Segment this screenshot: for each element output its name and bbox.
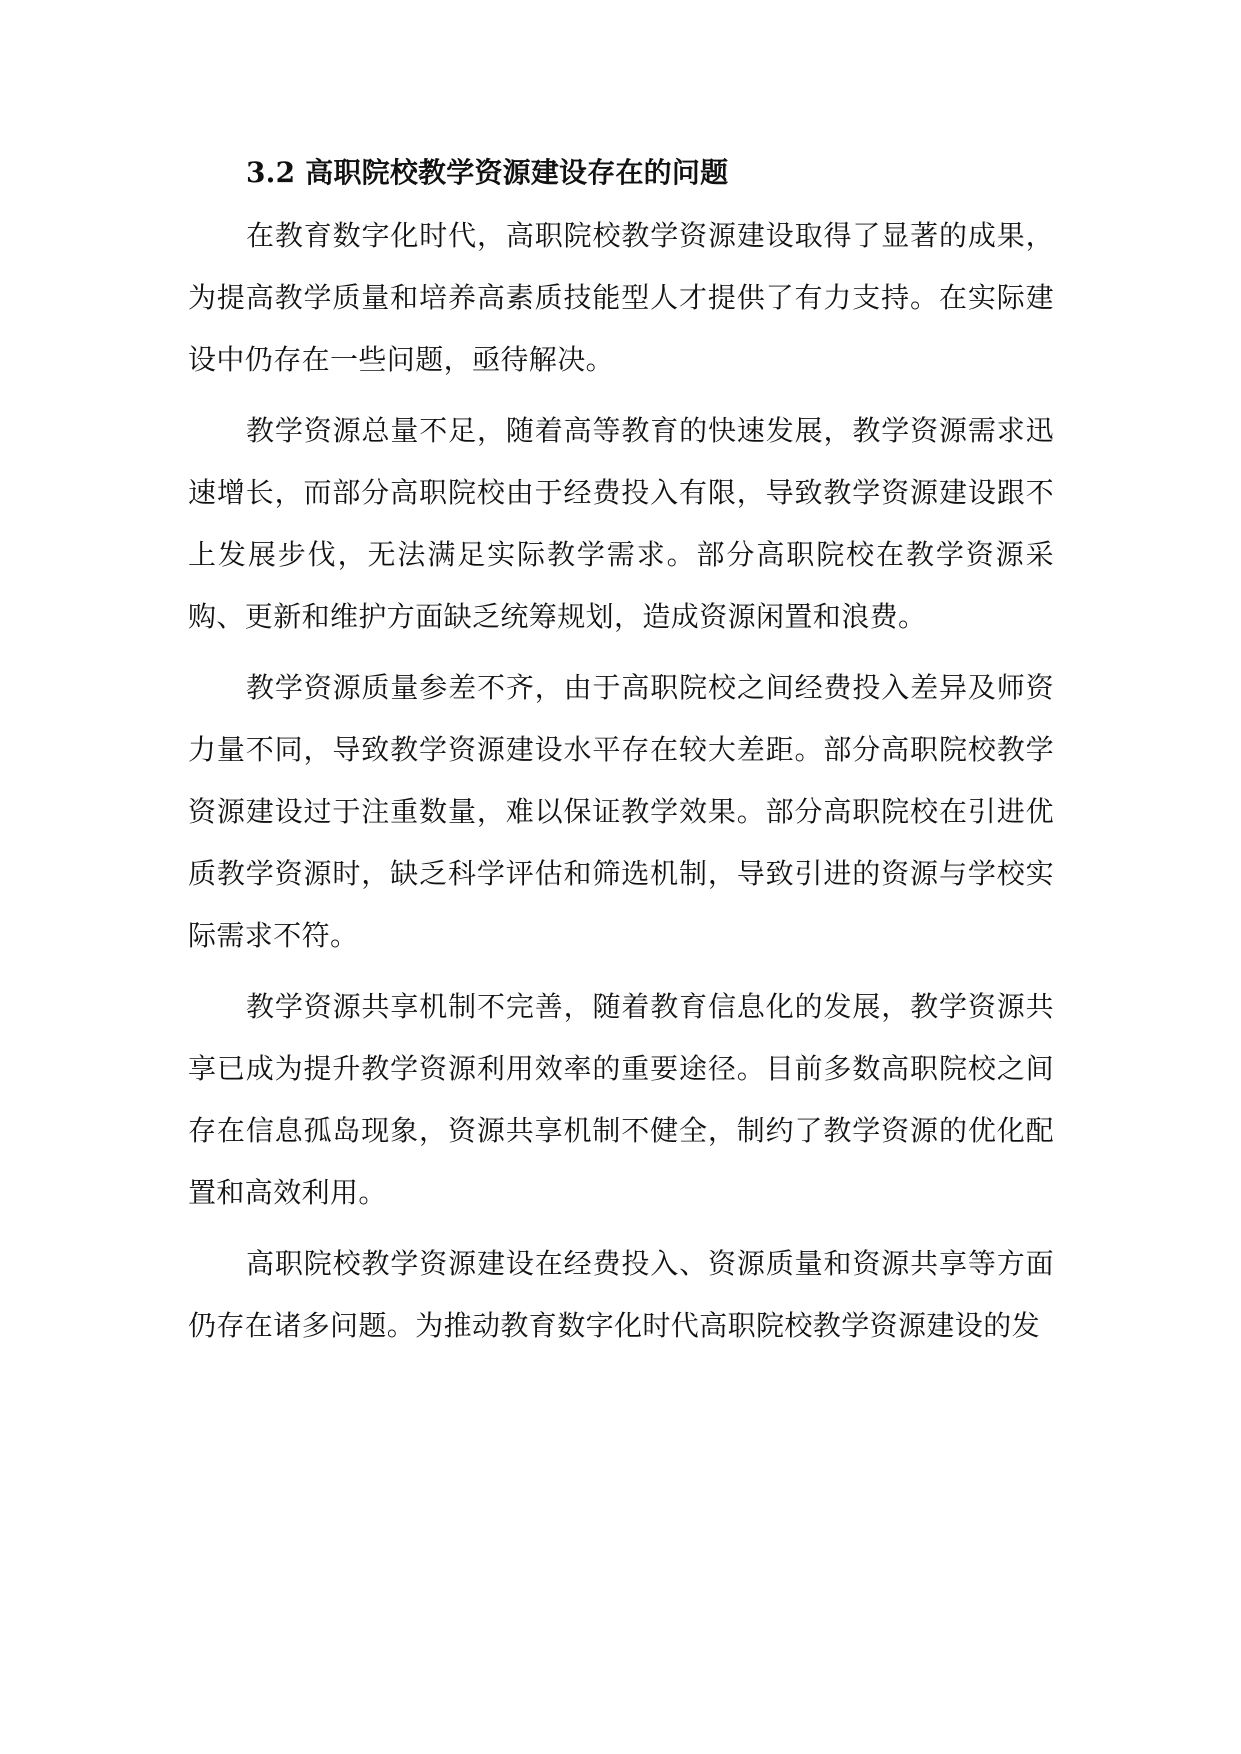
document-body <box>188 142 1054 1366</box>
paragraph-summary: 高职院校教学资源建设在经费投入、资源质量和资源共享等方面仍存在诸多问题。为推动教育数字化时代高职院校教学资源建设的发 <box>188 1247 1054 1342</box>
paragraph-intro: 在教育数字化时代，高职院校教学资源建设取得了显著的成果，为提高教学质量和培养高素质技能型人才提供了有力支持。在实际建设中仍存在一些问题，亟待解决。 <box>188 219 1054 376</box>
paragraph-resource-quality: 教学资源质量参差不齐，由于高职院校之间经费投入差异及师资力量不同，导致教学资源建设水平存在较大差距。部分高职院校教学资源建设过于注重数量，难以保证教学效果。部分高职院校在引进优质教学资源时，缺乏科学评估和筛选机制，导致引进的资源与学校实际需求不符。 <box>188 671 1054 952</box>
paragraph-resource-quantity: 教学资源总量不足，随着高等教育的快速发展，教学资源需求迅速增长，而部分高职院校由于经费投入有限，导致教学资源建设跟不上发展步伐，无法满足实际教学需求。部分高职院校在教学资源采购、更新和维护方面缺乏统筹规划，造成资源闲置和浪费。 <box>188 414 1054 633</box>
section-heading: 3.2 高职院校教学资源建设存在的问题 <box>246 156 729 189</box>
paragraph-resource-sharing: 教学资源共享机制不完善，随着教育信息化的发展，教学资源共享已成为提升教学资源利用效率的重要途径。目前多数高职院校之间存在信息孤岛现象，资源共享机制不健全，制约了教学资源的优化配置和高效利用。 <box>188 990 1054 1209</box>
